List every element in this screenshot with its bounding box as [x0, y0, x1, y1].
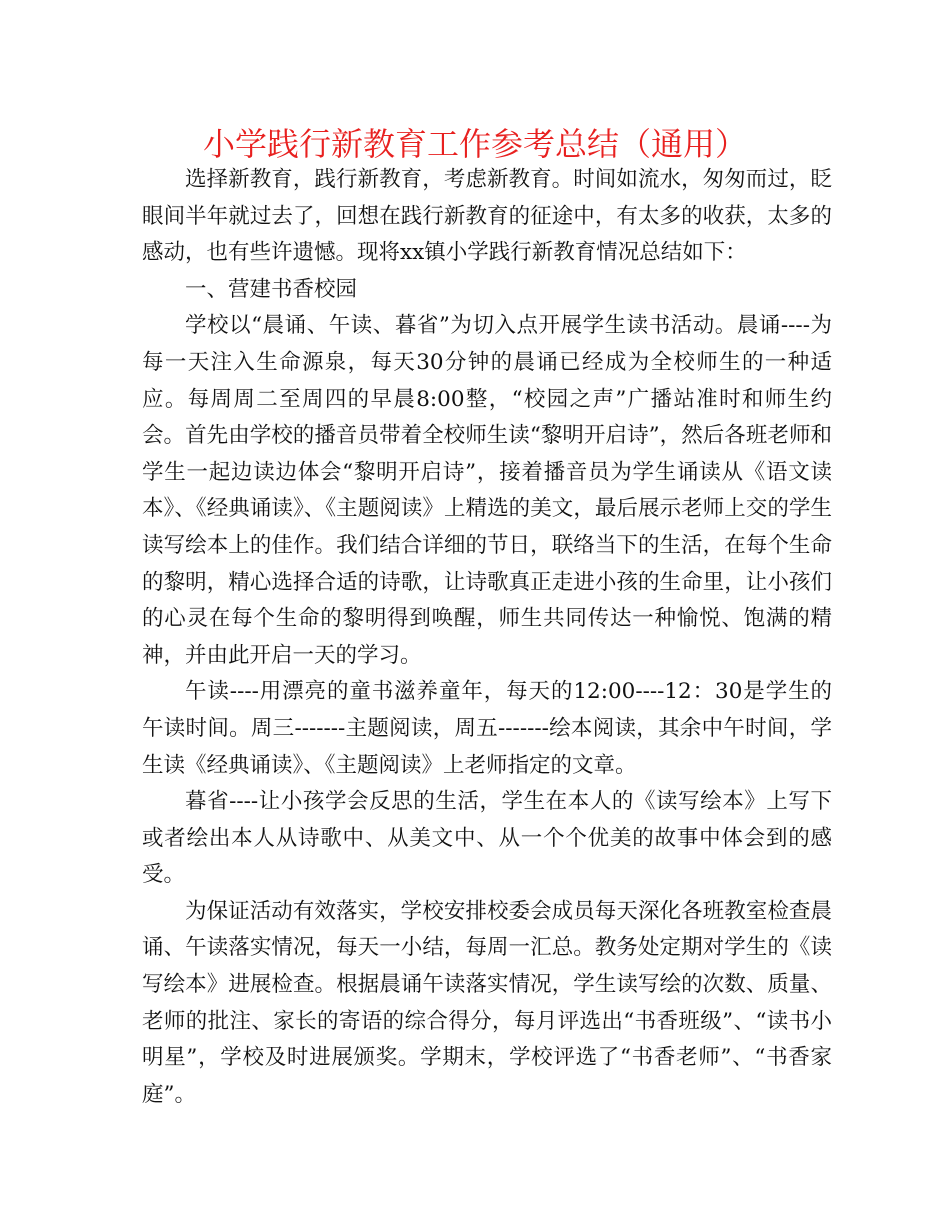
paragraph-evening-reflection: 暮省----让小孩学会反思的生活，学生在本人的《读写绘本》上写下或者绘出本人从诗歌中、从美文中、从一个个优美的故事中体会到的感受。: [142, 789, 832, 888]
paragraph-implementation: 为保证活动有效落实，学校安排校委会成员每天深化各班教室检查晨诵、午读落实情况，每天一小结，每周一汇总。教务处定期对学生的《读写绘本》进展检查。根据晨诵午读落实情况，学生读写绘的次数、质量、老师的批注、家长的寄语的综合得分，每月评选出“书香班级”、“读书小明星”，学校及时进展颁奖。学期末，学校评选了“书香老师”、“书香家庭”。: [142, 898, 832, 1107]
document-title: 小学践行新教育工作参考总结（通用）: [202, 125, 747, 163]
document-body: [142, 162, 832, 1113]
paragraph-morning-reading: 学校以“晨诵、午读、暮省”为切入点开展学生读书活动。晨诵----为每一天注入生命源泉，每天30分钟的晨诵已经成为全校师生的一种适应。每周周二至周四的早晨8:00整，“校园之声”广播站准时和师生约会。首先由学校的播音员带着全校师生读“黎明开启诗”，然后各班老师和学生一起边读边体会“黎明开启诗”，接着播音员为学生诵读从《语文读本》、《经典诵读》、《主题阅读》上精选的美文，最后展示老师上交的学生读写绘本上的佳作。我们结合详细的节日，联络当下的生活，在每个生命的黎明，精心选择合适的诗歌，让诗歌真正走进小孩的生命里，让小孩们的心灵在每个生命的黎明得到唤醒，师生共同传达一种愉悦、饱满的精神，并由此开启一天的学习。: [142, 313, 832, 668]
paragraph-intro: 选择新教育，践行新教育，考虑新教育。时间如流水，匆匆而过，眨眼间半年就过去了，回想在践行新教育的征途中，有太多的收获，太多的感动，也有些许遗憾。现将xx镇小学践行新教育情况总结如下：: [142, 167, 832, 266]
section-heading: 一、营建书香校园: [185, 276, 358, 302]
paragraph-noon-reading: 午读----用漂亮的童书滋养童年，每天的12:00----12：30是学生的午读时间。周三-------主题阅读，周五-------绘本阅读，其余中午时间，学生读《经典诵读》、《主题阅读》上老师指定的文章。: [142, 679, 832, 778]
